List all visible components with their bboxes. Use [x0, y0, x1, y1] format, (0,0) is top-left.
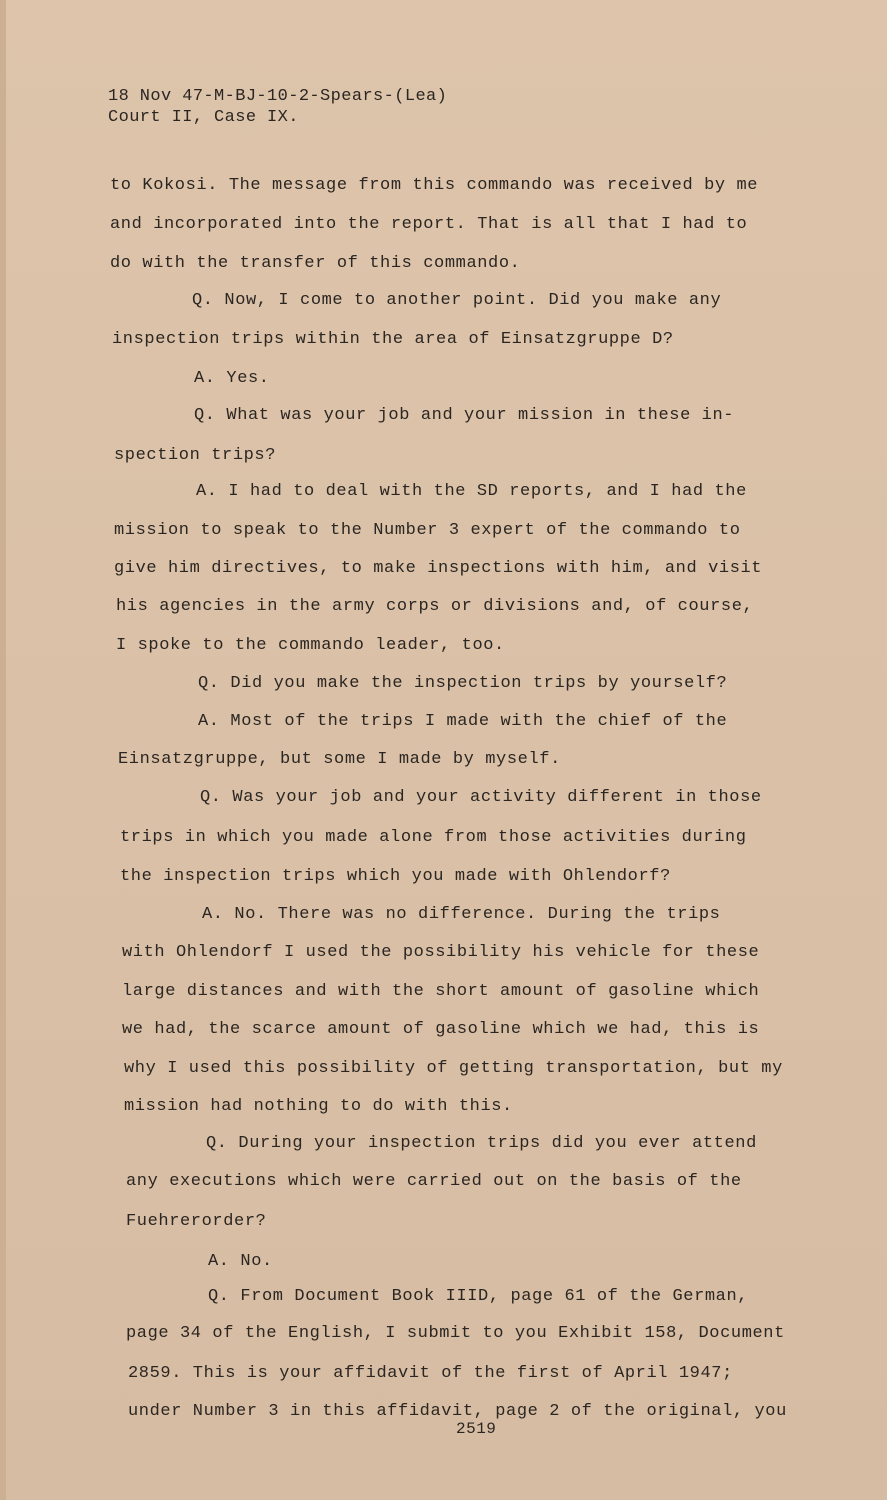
text-line: and incorporated into the report. That is all that I had to — [110, 215, 748, 234]
text-line: large distances and with the short amount of gasoline which — [122, 982, 760, 1001]
text-line: I spoke to the commando leader, too. — [116, 636, 505, 655]
text-line: trips in which you made alone from those activities during — [120, 828, 747, 847]
text-line: Fuehrerorder? — [126, 1212, 267, 1231]
text-line: we had, the scarce amount of gasoline which we had, this is — [122, 1020, 760, 1039]
text-line: his agencies in the army corps or divisions and, of course, — [116, 597, 754, 616]
text-line: 2859. This is your affidavit of the first of April 1947; — [128, 1364, 733, 1383]
text-line: inspection trips within the area of Einsatzgruppe D? — [112, 330, 674, 349]
page-number: 2519 — [456, 1420, 497, 1438]
text-line: A. No. There was no difference. During the trips — [202, 905, 721, 924]
text-line: to Kokosi. The message from this commando was received by me — [110, 176, 759, 195]
text-line: A. I had to deal with the SD reports, and I had the — [196, 482, 747, 501]
header-line-2: Court II, Case IX. — [108, 108, 299, 127]
text-line: under Number 3 in this affidavit, page 2 of the original, you — [128, 1402, 787, 1421]
text-line: Q. Did you make the inspection trips by yourself? — [198, 674, 728, 693]
text-line: any executions which were carried out on the basis of the — [126, 1172, 742, 1191]
text-line: A. No. — [208, 1252, 273, 1271]
text-line: give him directives, to make inspections with him, and visit — [114, 559, 763, 578]
text-line: mission had nothing to do with this. — [124, 1097, 513, 1116]
text-line: why I used this possibility of getting transportation, but my — [124, 1059, 783, 1078]
text-line: Q. What was your job and your mission in these in- — [194, 406, 735, 425]
text-line: page 34 of the English, I submit to you Exhibit 158, Document — [126, 1324, 785, 1343]
text-line: A. Most of the trips I made with the chief of the — [198, 712, 728, 731]
text-line: Q. From Document Book IIID, page 61 of the German, — [208, 1287, 749, 1306]
text-line: Einsatzgruppe, but some I made by myself. — [118, 750, 561, 769]
header — [108, 86, 447, 128]
text-line: with Ohlendorf I used the possibility his vehicle for these — [122, 943, 760, 962]
header-line-1: 18 Nov 47-M-BJ-10-2-Spears-(Lea) — [108, 87, 448, 106]
text-line: spection trips? — [114, 446, 277, 465]
text-line: the inspection trips which you made with Ohlendorf? — [120, 867, 671, 886]
text-line: A. Yes. — [194, 369, 270, 388]
text-line: do with the transfer of this commando. — [110, 254, 521, 273]
text-line: Q. During your inspection trips did you ever attend — [206, 1134, 757, 1153]
text-line: mission to speak to the Number 3 expert of the commando to — [114, 521, 741, 540]
text-line: Q. Now, I come to another point. Did you make any — [192, 291, 722, 310]
text-line: Q. Was your job and your activity different in those — [200, 788, 762, 807]
